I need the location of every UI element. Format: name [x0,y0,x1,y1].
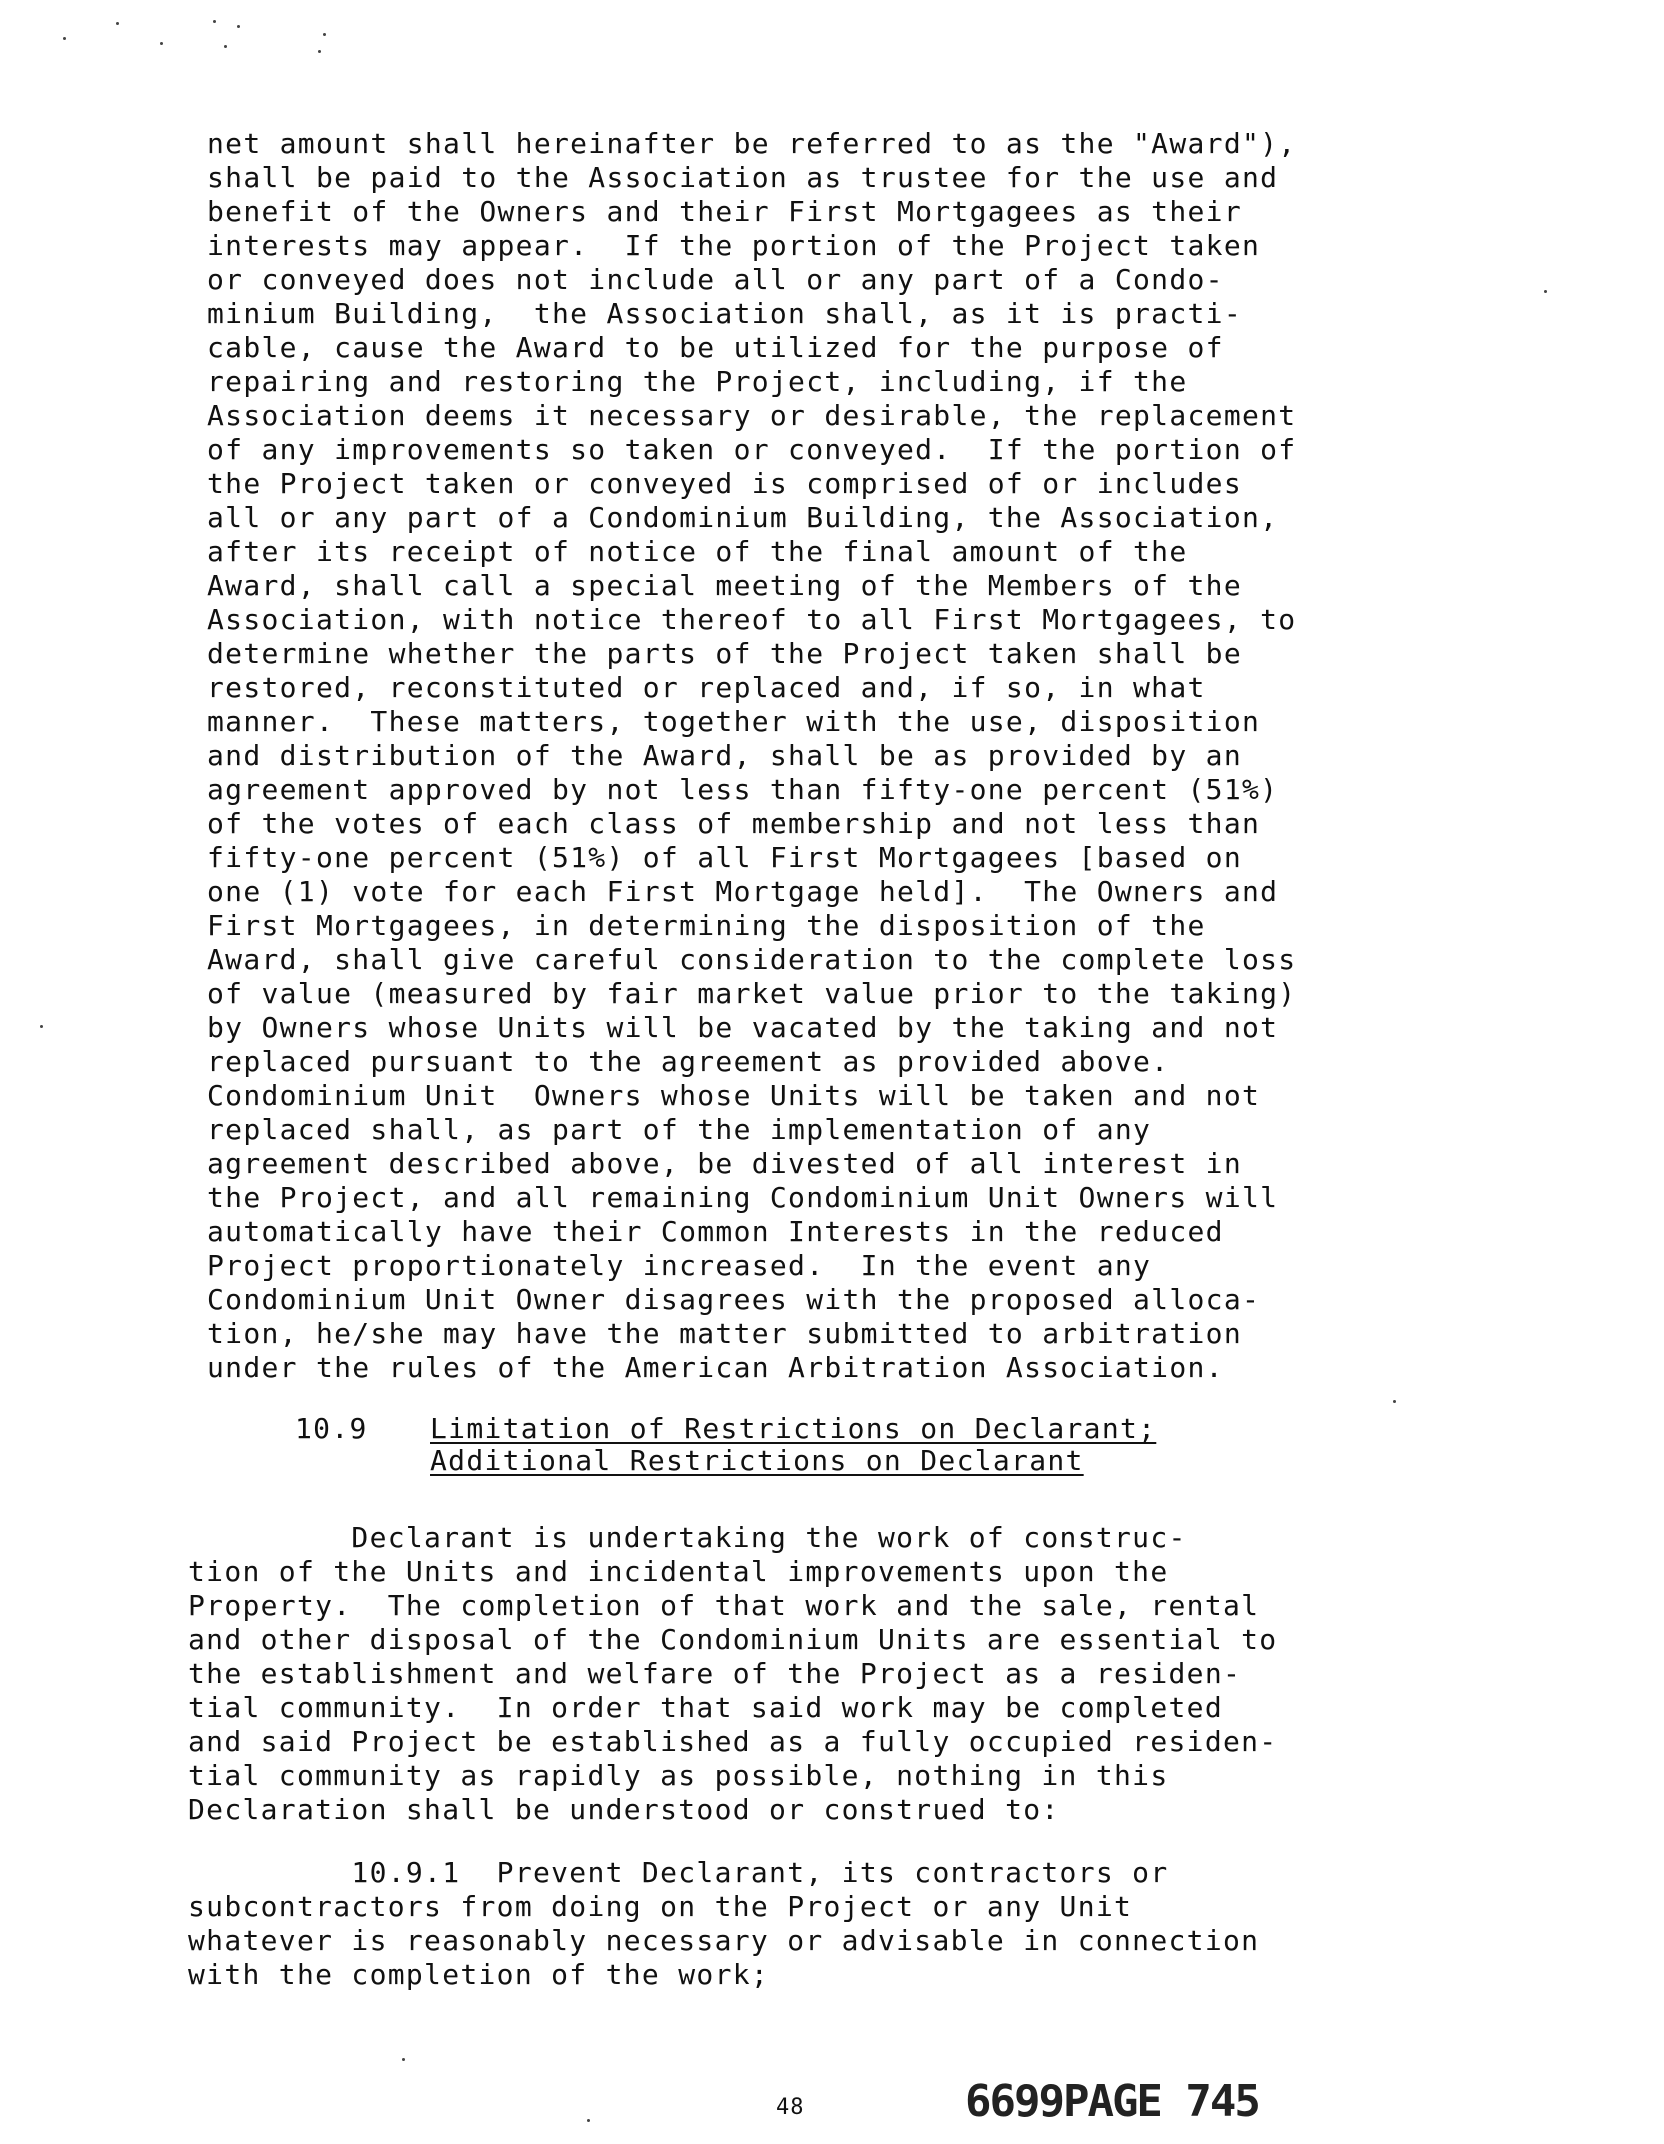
text-line: the Project taken or conveyed is comprised of or includes [207,467,1242,500]
text-line: 10.9.1 Prevent Declarant, its contractors or [188,1856,1169,1889]
text-line: by Owners whose Units will be vacated by the taking and not [207,1011,1279,1044]
text-line: the Project, and all remaining Condominium Unit Owners will [207,1181,1279,1214]
text-line: Condominium Unit Owners whose Units will be taken and not [207,1079,1261,1112]
text-line: of value (measured by fair market value prior to the taking) [207,977,1297,1010]
text-line: and other disposal of the Condominium Units are essential to [188,1623,1278,1656]
section-title-line-1: Limitation of Restrictions on Declarant; [430,1412,1157,1445]
text-line: manner. These matters, together with the use, disposition [207,705,1261,738]
text-line: Property. The completion of that work and the sale, rental [188,1589,1260,1622]
text-line: replaced shall, as part of the implementation of any [207,1113,1152,1146]
paragraph-declarant-work [188,1521,1388,1827]
text-line: Declarant is undertaking the work of construc- [188,1521,1187,1554]
paragraph-award-distribution [207,127,1402,1385]
text-line: Award, shall give careful consideration to the complete loss [207,943,1297,976]
text-line: interests may appear. If the portion of the Project taken [207,229,1261,262]
text-line: after its receipt of notice of the final amount of the [207,535,1188,568]
text-line: and distribution of the Award, shall be as provided by an [207,739,1242,772]
text-line: benefit of the Owners and their First Mortgagees as their [207,195,1242,228]
text-line: subcontractors from doing on the Project or any Unit [188,1890,1133,1923]
text-line: replaced pursuant to the agreement as provided above. [207,1045,1170,1078]
text-line: automatically have their Common Interests in the reduced [207,1215,1224,1248]
text-line: all or any part of a Condominium Building, the Association, [207,501,1279,534]
section-number: 10.9 [295,1412,368,1445]
text-line: and said Project be established as a fully occupied residen- [188,1725,1278,1758]
text-line: tial community as rapidly as possible, nothing in this [188,1759,1169,1792]
text-line: agreement approved by not less than fifty-one percent (51%) [207,773,1279,806]
text-line: tion, he/she may have the matter submitted to arbitration [207,1317,1242,1350]
text-line: repairing and restoring the Project, including, if the [207,365,1188,398]
paragraph-10-9-1 [188,1856,1388,1992]
text-line: Project proportionately increased. In the event any [207,1249,1152,1282]
text-line: with the completion of the work; [188,1958,770,1991]
text-line: or conveyed does not include all or any part of a Condo- [207,263,1224,296]
text-line: Association, with notice thereof to all First Mortgagees, to [207,603,1297,636]
text-line: of the votes of each class of membership and not less than [207,807,1261,840]
page-number: 48 [776,2095,805,2120]
text-line: Award, shall call a special meeting of the Members of the [207,569,1242,602]
section-title-line-2: Additional Restrictions on Declarant [430,1444,1084,1477]
book-page-stamp [965,2072,1285,2132]
text-line: restored, reconstituted or replaced and, if so, in what [207,671,1206,704]
text-line: net amount shall hereinafter be referred to as the "Award"), [207,127,1297,160]
text-line: shall be paid to the Association as trustee for the use and [207,161,1279,194]
text-line: Declaration shall be understood or construed to: [188,1793,1060,1826]
text-line: Association deems it necessary or desirable, the replacement [207,399,1297,432]
text-line: whatever is reasonably necessary or advisable in connection [188,1924,1260,1957]
text-line: minium Building, the Association shall, as it is practi- [207,297,1242,330]
text-line: the establishment and welfare of the Project as a residen- [188,1657,1242,1690]
text-line: agreement described above, be divested of all interest in [207,1147,1242,1180]
text-line: of any improvements so taken or conveyed. If the portion of [207,433,1297,466]
text-line: tion of the Units and incidental improvements upon the [188,1555,1169,1588]
book-stamp-text: 6699PAGE 745 [965,2076,1259,2127]
text-line: tial community. In order that said work may be completed [188,1691,1223,1724]
text-line: First Mortgagees, in determining the disposition of the [207,909,1206,942]
text-line: cable, cause the Award to be utilized for the purpose of [207,331,1224,364]
text-line: one (1) vote for each First Mortgage held]. The Owners and [207,875,1279,908]
text-line: under the rules of the American Arbitration Association. [207,1351,1224,1384]
text-line: fifty-one percent (51%) of all First Mortgagees [based on [207,841,1242,874]
text-line: Condominium Unit Owner disagrees with the proposed alloca- [207,1283,1261,1316]
text-line: determine whether the parts of the Project taken shall be [207,637,1242,670]
